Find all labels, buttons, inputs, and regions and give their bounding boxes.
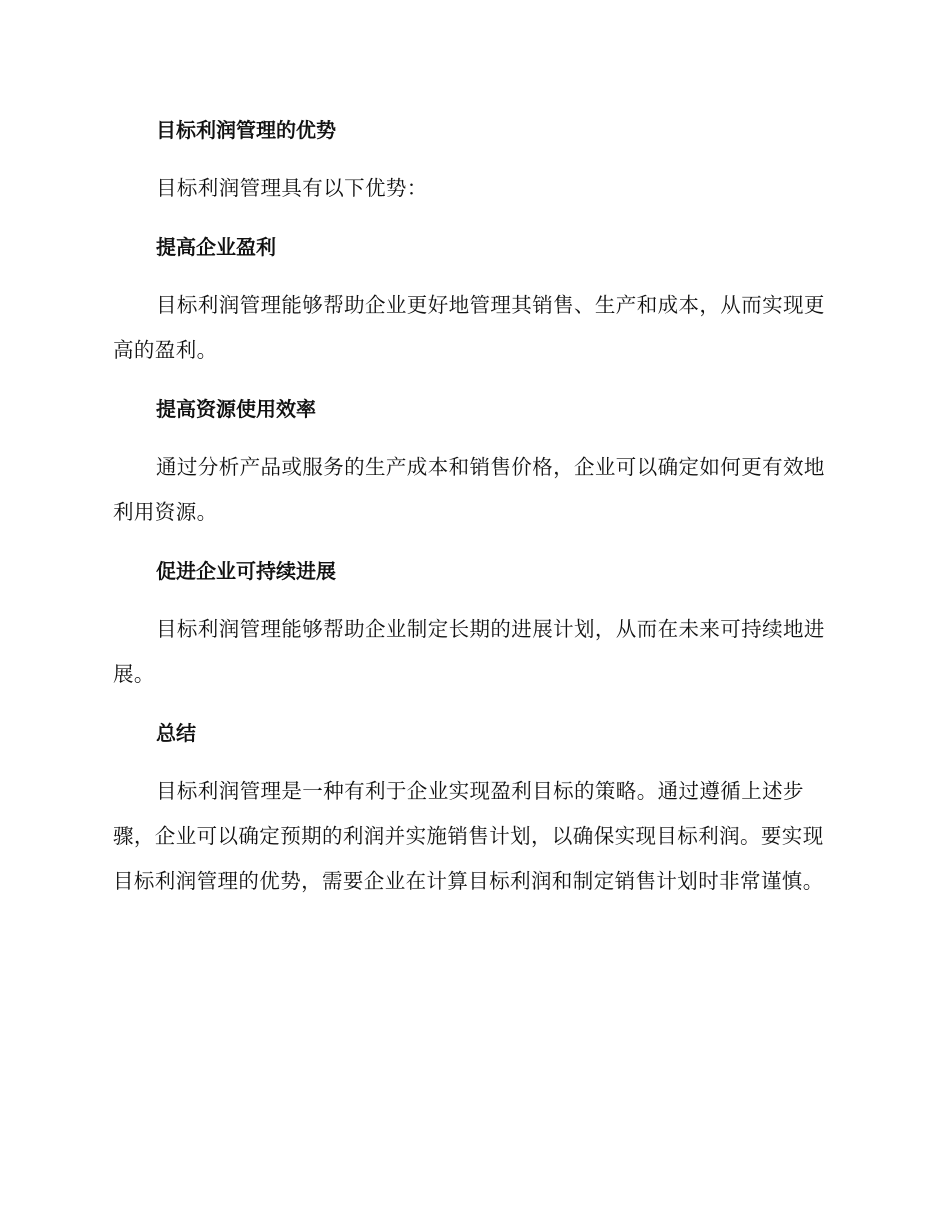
section-heading: 促进企业可持续进展 [156, 559, 336, 583]
section-body: 目标利润管理是一种有利于企业实现盈利目标的策略。通过遵循上述步骤，企业可以确定预期的利润并实施销售计划，以确保实现目标利润。要实现目标利润管理的优势，需要企业在计算目标利润和制定销售计划时非常谨慎。 [113, 779, 824, 893]
section-heading: 总结 [156, 721, 196, 745]
section-body: 目标利润管理能够帮助企业更好地管理其销售、生产和成本，从而实现更高的盈利。 [113, 293, 825, 362]
section-body: 通过分析产品或服务的生产成本和销售价格，企业可以确定如何更有效地利用资源。 [113, 455, 825, 524]
section-summary [113, 711, 833, 904]
section-body: 目标利润管理能够帮助企业制定长期的进展计划，从而在未来可持续地进展。 [113, 617, 825, 686]
section-sustainability [113, 549, 833, 697]
section-profit [113, 225, 833, 373]
document-page [113, 108, 833, 918]
document-title: 目标利润管理的优势 [156, 118, 336, 142]
section-heading: 提高企业盈利 [156, 235, 276, 259]
section-efficiency [113, 387, 833, 535]
section-heading: 提高资源使用效率 [156, 397, 316, 421]
intro-paragraph: 目标利润管理具有以下优势： [156, 176, 428, 200]
